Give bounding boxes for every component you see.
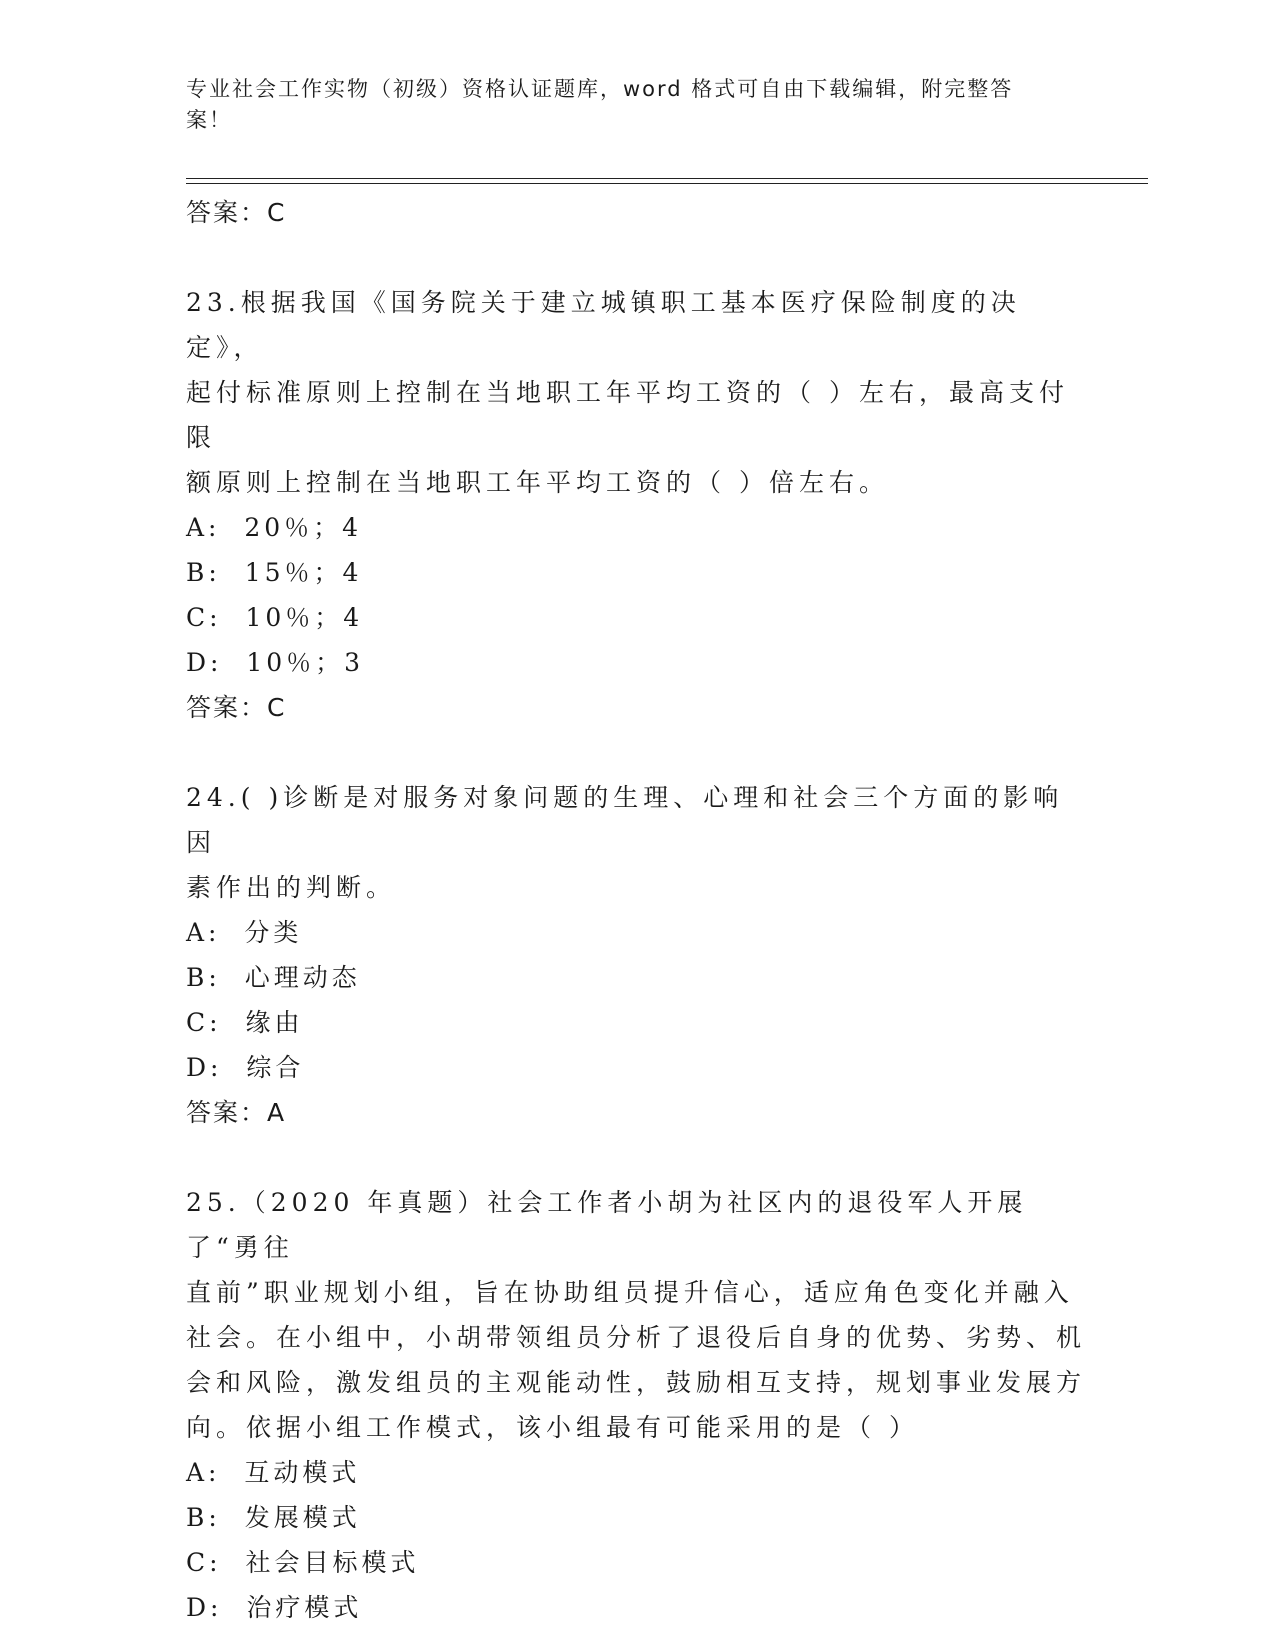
option-a: A: 互动模式 [186, 1458, 361, 1487]
question-stem-line: 素作出的判断。 [186, 873, 397, 902]
option-d: D: 综合 [186, 1053, 305, 1082]
question-stem-line: 向。依据小组工作模式，该小组最有可能采用的是（ ） [186, 1413, 919, 1442]
option-b: B: 心理动态 [186, 963, 361, 992]
option-c: C: 缘由 [186, 1008, 304, 1037]
option-b: B: 15％；4 [186, 558, 363, 587]
page-header [186, 74, 1086, 136]
question-stem-line: 25.（2020 年真题）社会工作者小胡为社区内的退役军人开展了“勇往 [186, 1188, 1028, 1262]
option-a: A: 20％；4 [186, 513, 363, 542]
question-stem-line: 社会。在小组中，小胡带领组员分析了退役后自身的优势、劣势、机 [186, 1323, 1087, 1352]
question-25 [186, 1180, 1086, 1630]
question-24 [186, 775, 1086, 1135]
answer-line: 答案：A [186, 1098, 287, 1127]
question-stem-line: 会和风险，激发组员的主观能动性，鼓励相互支持，规划事业发展方 [186, 1368, 1087, 1397]
answer-line: 答案：C [186, 198, 287, 227]
question-23 [186, 280, 1086, 730]
option-b: B: 发展模式 [186, 1503, 361, 1532]
question-stem-line: 23.根据我国《国务院关于建立城镇职工基本医疗保险制度的决定》， [186, 288, 1021, 362]
question-stem-line: 24.( )诊断是对服务对象问题的生理、心理和社会三个方面的影响因 [186, 783, 1064, 857]
option-a: A: 分类 [186, 918, 303, 947]
answer-line: 答案：C [186, 693, 287, 722]
header-line: 案！ [186, 108, 232, 132]
option-d: D: 治疗模式 [186, 1593, 363, 1622]
question-stem-line: 直前”职业规划小组，旨在协助组员提升信心，适应角色变化并融入 [186, 1278, 1074, 1307]
question-stem-line: 起付标准原则上控制在当地职工年平均工资的（ ）左右，最高支付限 [186, 378, 1069, 452]
question-content [186, 190, 1086, 1630]
header-divider [186, 183, 1148, 184]
option-c: C: 10％；4 [186, 603, 364, 632]
header-line: 专业社会工作实物（初级）资格认证题库，word 格式可自由下载编辑，附完整答 [186, 77, 1014, 101]
header-divider [186, 178, 1148, 179]
option-c: C: 社会目标模式 [186, 1548, 420, 1577]
question-stem-line: 额原则上控制在当地职工年平均工资的（ ）倍左右。 [186, 468, 889, 497]
option-d: D: 10％；3 [186, 648, 365, 677]
